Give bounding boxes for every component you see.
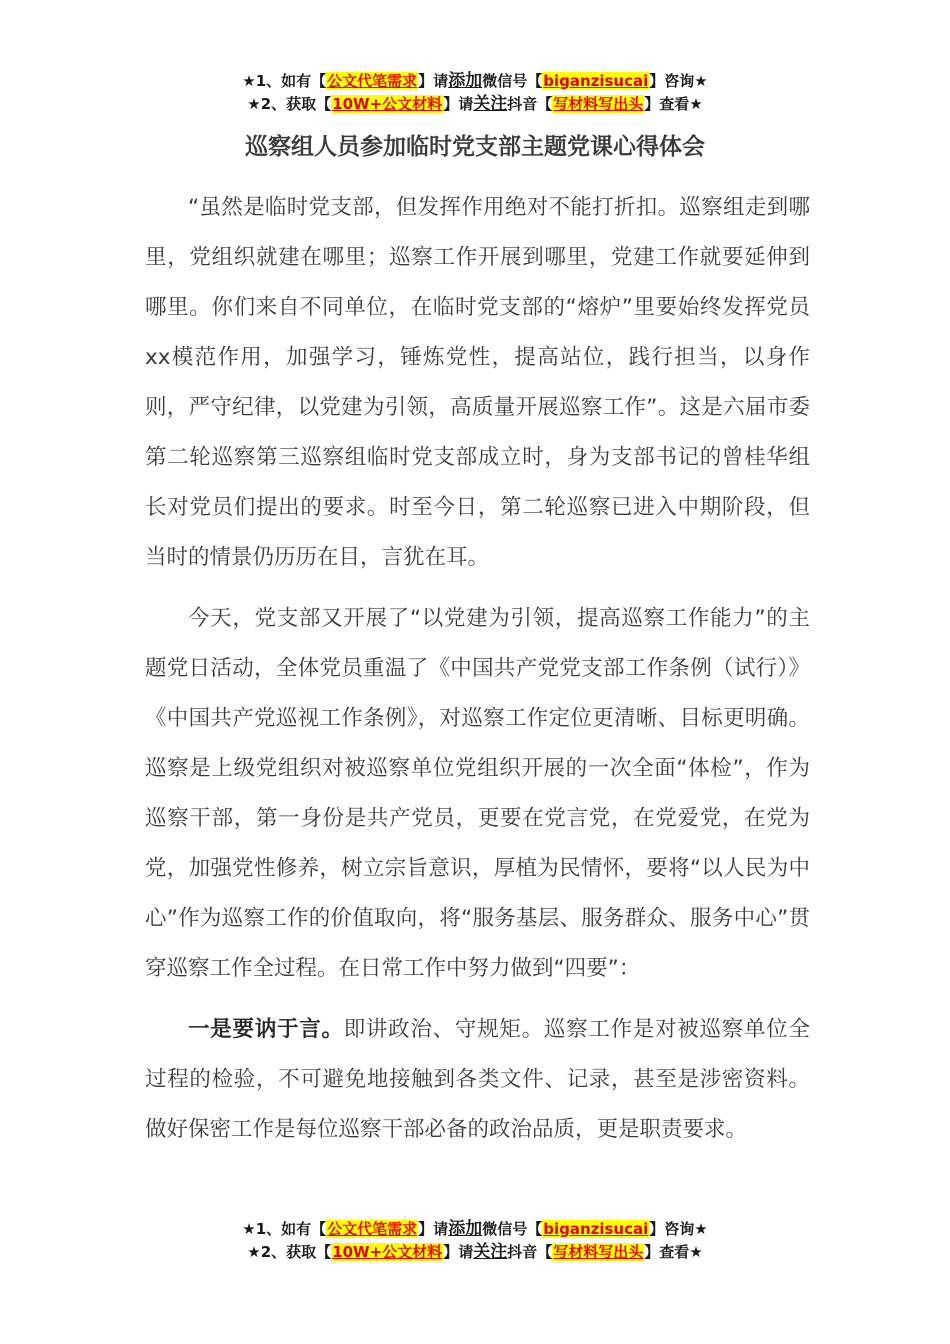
banner-highlight: 写材料写出头 (553, 95, 644, 113)
point-lead: 一是要讷于言。 (188, 1017, 344, 1042)
banner-highlight: biganzisucai (543, 72, 649, 90)
banner-highlight: 10W+公文材料 (332, 95, 443, 113)
paragraph-3 (145, 1005, 810, 1155)
banner-text: 】请 (443, 1243, 474, 1261)
document-title: 巡察组人员参加临时党支部主题党课心得体会 (245, 134, 705, 160)
banner-text: ★2、获取【 (247, 95, 332, 113)
banner-highlight: 公文代笔需求 (327, 72, 418, 90)
banner-text: 】查看★ (644, 95, 703, 113)
banner-highlight: 10W+公文材料 (332, 1243, 443, 1261)
banner-text: ★1、如有【 (242, 1220, 327, 1238)
banner-underline: 关注 (473, 94, 508, 114)
banner-underline: 添加 (448, 71, 483, 91)
banner-underline: 关注 (473, 1242, 508, 1262)
banner-text: 】请 (443, 95, 474, 113)
banner-text: ★2、获取【 (247, 1243, 332, 1261)
banner-line-2 (0, 93, 950, 116)
banner-line-2 (0, 1241, 950, 1264)
banner-text: 】查看★ (644, 1243, 703, 1261)
banner-highlight: biganzisucai (543, 1220, 649, 1238)
banner-text: 】咨询★ (649, 1220, 708, 1238)
banner-text: 微信号【 (482, 72, 543, 90)
document-body (145, 183, 810, 1155)
banner-line-1 (0, 70, 950, 93)
paragraph-2: 今天，党支部又开展了“以党建为引领，提高巡察工作能力”的主题党日活动，全体党员重温了《中国共产党党支部工作条例（试行）》《中国共产党巡视工作条例》，对巡察工作定位更清晰、目标更明确。巡察是上级党组织对被巡察单位党组织开展的一次全面“体检”，作为巡察干部，第一身份是共产党员，更要在党言党，在党爱党，在党为党，加强党性修养，树立宗旨意识，厚植为民情怀，要将“以人民为中心”作为巡察工作的价值取向，将“服务基层、服务群众、服务中心”贯穿巡察工作全过程。在日常工作中努力做到“四要”： (145, 606, 810, 981)
bottom-banner (0, 1218, 950, 1264)
banner-text: 抖音【 (507, 95, 553, 113)
paragraph-1: “虽然是临时党支部，但发挥作用绝对不能打折扣。巡察组走到哪里，党组织就建在哪里；巡察工作开展到哪里，党建工作就要延伸到哪里。你们来自不同单位，在临时党支部的“熔炉”里要始终发挥党员xx模范作用，加强学习，锤炼党性，提高站位，践行担当，以身作则，严守纪律，以党建为引领，高质量开展巡察工作”。这是六届市委第二轮巡察第三巡察组临时党支部成立时，身为支部书记的曾桂华组长对党员们提出的要求。时至今日，第二轮巡察已进入中期阶段，但当时的情景仍历历在目，言犹在耳。 (145, 195, 810, 570)
banner-text: 】咨询★ (649, 72, 708, 90)
banner-underline: 添加 (448, 1219, 483, 1239)
top-banner (0, 70, 950, 116)
banner-text: ★1、如有【 (242, 72, 327, 90)
point-text: 即讲政治、守规矩。巡察工作是对被巡察单位全过程的检验，不可避免地接触到各类文件、记录，甚至是涉密资料。做好保密工作是每位巡察干部必备的政治品质，更是职责要求。 (145, 1017, 810, 1142)
banner-text: 抖音【 (507, 1243, 553, 1261)
banner-text: 微信号【 (482, 1220, 543, 1238)
banner-text: 】请 (418, 1220, 449, 1238)
banner-highlight: 写材料写出头 (553, 1243, 644, 1261)
banner-text: 】请 (418, 72, 449, 90)
banner-line-1 (0, 1218, 950, 1241)
banner-highlight: 公文代笔需求 (327, 1220, 418, 1238)
